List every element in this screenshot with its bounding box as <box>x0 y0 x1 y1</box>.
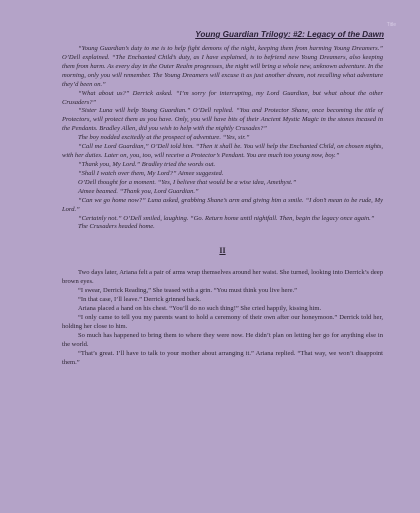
paragraph: “Can we go home now?” Luna asked, grabbing Shane’s arm and giving him a smile. “I don’t mean to be rude, My Lord.” <box>62 196 383 213</box>
paragraph: “Sister Luna will help Young Guardian.” O’Dell replied. “You and Protector Shane, once becoming the title of Protectors, will protect them as you have. Only, you will have bits of their Ancient Mystic Magic in the stones incased in the Pendants. Bradley Allen, did you wish to help with the nightly Crusades?” <box>62 107 383 133</box>
page-body <box>62 45 383 367</box>
paragraph: “Shall I watch over them, My Lord?” Aimee suggested. <box>78 169 224 177</box>
section-one <box>62 45 383 232</box>
paragraph: “What about us?” Derrick asked. “I’m sorry for interrupting, my Lord Guardian, but what about the other Crusaders?” <box>62 89 383 106</box>
paragraph: “That’s great. I’ll have to talk to your mother about arranging it.” Ariana replied. “That way, we won’t disappoint them.” <box>62 349 383 366</box>
paragraph: So much has happened to bring them to where they were now. He didn’t plan on letting her go for anything else in the world. <box>62 331 383 348</box>
paragraph: “In that case, I’ll leave.” Derrick grinned back. <box>78 296 201 304</box>
paragraph: “I swear, Derrick Reading,” She teased with a grin. “You must think you live here.” <box>78 287 298 295</box>
paragraph: Aimee beamed. “Thank you, Lord Guardian.” <box>78 187 199 195</box>
paragraph: “Call me Lord Guardian,” O’Dell told him. “Then it shall be. You will help the Enchanted Child, on chosen nights, with her duties. Later on, you, too, will receive a Protector’s Pendant. You are much too young now, boy.” <box>62 143 383 160</box>
paragraph: “Certainly not.” O’Dell smiled, laughing. “Go. Return home until nightfall. Then, begin the legacy once again.” <box>78 214 375 222</box>
paragraph: “Young Guardian’s duty to me is to help fight demons of the night, keeping them from harming Young Dreamers.” O’Dell explained. “The Enchanted Child’s duty, as I have explained, is to befriend new Young Dreamers, also keeping them from harm. As every day in the Outer Realm progresses, the night will bring a whole new, unknown adventure. In the morning, only you will remember. The Young Dreamers will excuse it as just another dream, not recalling what adventure they’d been on.” <box>62 45 383 88</box>
paragraph: The boy nodded excitedly at the prospect of adventure. “Yes, sir.” <box>78 134 250 142</box>
paragraph: Ariana placed a hand on his chest. “You’ll do no such thing!” She cried happily, kissing him. <box>78 304 322 312</box>
running-header: Young Guardian Trilogy: #2: Legacy of the Dawn <box>195 30 384 39</box>
corner-watermark: Title <box>386 22 396 28</box>
paragraph: O’Dell thought for a moment. “Yes, I believe that would be a wise idea, Amethyst.” <box>78 178 297 186</box>
section-two <box>62 269 383 367</box>
paragraph: “I only came to tell you my parents want to hold a ceremony of their own after our honeymoon.” Derrick told her, holding her close to him. <box>62 313 383 330</box>
paragraph: Two days later, Ariana felt a pair of arms wrap themselves around her waist. She turned, looking into Derrick’s deep brown eyes. <box>62 269 383 286</box>
paragraph: The Crusaders headed home. <box>78 223 155 231</box>
paragraph: “Thank you, My Lord.” Bradley tried the words out. <box>78 160 216 168</box>
section-heading: II <box>219 246 226 256</box>
